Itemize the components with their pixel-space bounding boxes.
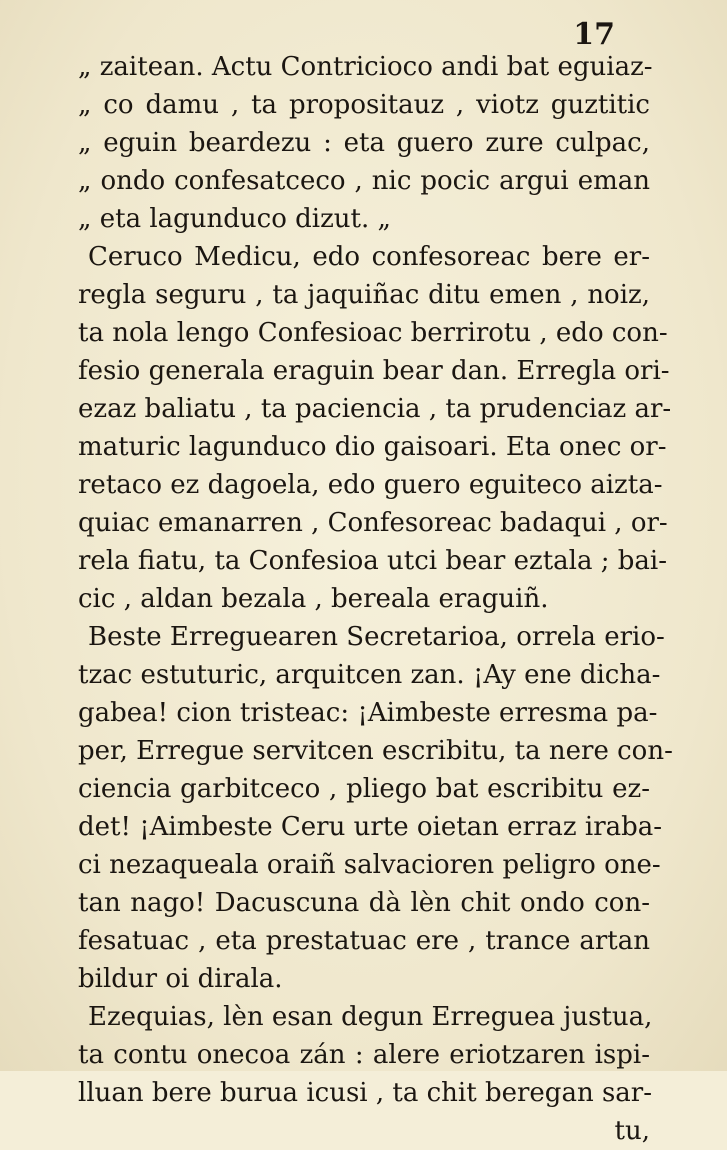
text-line: „ eguin beardezu : eta guero zure culpac, [78, 128, 650, 158]
text-line: „ eta lagunduco dizut. „ [78, 204, 392, 234]
text-line: rela fiatu, ta Confesioa utci bear eztala ; bai- [78, 546, 667, 576]
text-line: gabea! cion tristeac: ¡Aimbeste erresma pa- [78, 698, 658, 728]
text-line: fesatuac , eta prestatuac ere , trance artan [78, 926, 650, 956]
text-line: tan nago! Dacuscuna dà lèn chit ondo con- [78, 888, 650, 918]
text-line: ci nezaqueala oraiñ salvacioren peligro one- [78, 850, 661, 880]
text-line: tzac estuturic, arquitcen zan. ¡Ay ene dicha- [78, 660, 661, 690]
text-line: Ceruco Medicu, edo confesoreac bere er- [88, 242, 650, 272]
text-line: per, Erregue servitcen escribitu, ta nere con- [78, 736, 673, 766]
text-line: „ co damu , ta propositauz , viotz guztitic [78, 90, 650, 120]
text-line: „ zaitean. Actu Contricioco andi bat eguiaz- [78, 52, 653, 82]
text-line: retaco ez dagoela, edo guero eguiteco aizta- [78, 470, 663, 500]
text-line: Ezequias, lèn esan degun Erreguea justua, [88, 1002, 653, 1032]
text-line: ezaz baliatu , ta paciencia , ta prudenciaz ar- [78, 394, 672, 424]
text-line: ciencia garbitceco , pliego bat escribitu ez- [78, 774, 650, 804]
page-number: 17 [573, 17, 615, 52]
text-line: bildur oi dirala. [78, 964, 283, 994]
text-line: tu, [614, 1116, 650, 1146]
text-line: lluan bere burua icusi , ta chit beregan sar- [78, 1078, 653, 1108]
text-line: det! ¡Aimbeste Ceru urte oietan erraz iraba- [78, 812, 663, 842]
text-line: quiac emanarren , Confesoreac badaqui , or- [78, 508, 668, 538]
text-line: maturic lagunduco dio gaisoari. Eta onec or- [78, 432, 667, 462]
text-line: fesio generala eraguin bear dan. Erregla ori- [78, 356, 670, 386]
text-line: ta contu onecoa zán : alere eriotzaren ispi- [78, 1040, 650, 1070]
text-line: regla seguru , ta jaquiñac ditu emen , noiz, [78, 280, 650, 310]
text-line: cic , aldan bezala , bereala eraguiñ. [78, 584, 549, 614]
text-line: ta nola lengo Confesioac berrirotu , edo con- [78, 318, 668, 348]
body-text [78, 48, 673, 1150]
text-line: „ ondo confesatceco , nic pocic argui eman [78, 166, 650, 196]
text-line: Beste Erreguearen Secretarioa, orrela erio- [88, 622, 665, 652]
